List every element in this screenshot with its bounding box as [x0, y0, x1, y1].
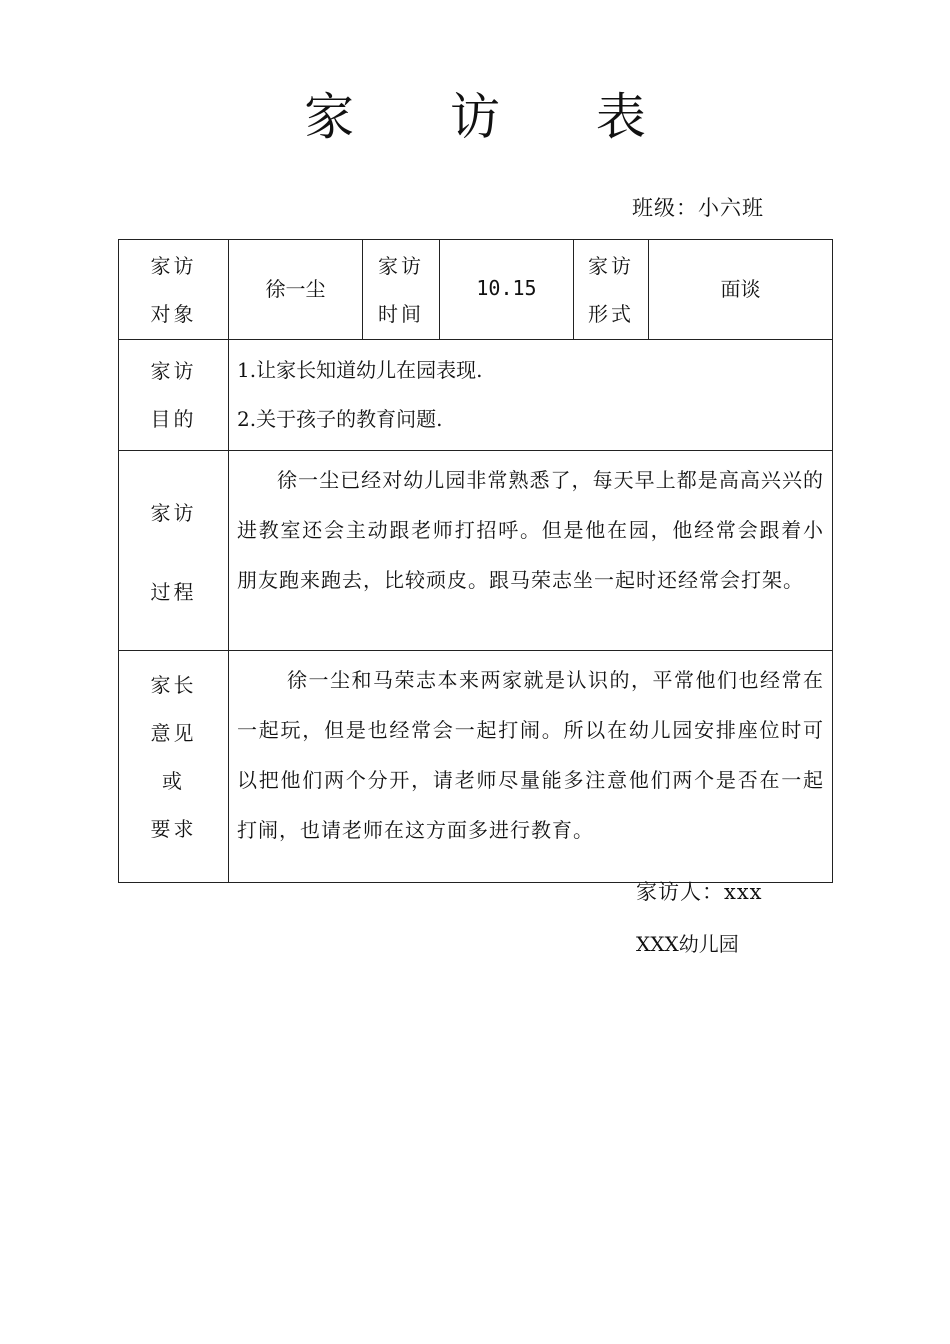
purpose-label-line1: 家访 — [150, 359, 197, 383]
table-row-basic-info — [119, 240, 833, 340]
purpose-content — [229, 340, 833, 451]
home-visit-table — [118, 239, 833, 883]
process-content — [229, 451, 833, 651]
form-label-line2: 形式 — [588, 301, 634, 326]
time-label-line1: 家访 — [378, 253, 424, 278]
form-label-cell — [574, 240, 649, 340]
time-label-line2: 时间 — [378, 301, 424, 326]
visitor-name: 家访人：xxx — [636, 880, 763, 904]
table-row-opinion — [119, 651, 833, 883]
process-label-line1: 家访 — [150, 500, 197, 525]
time-label-cell — [363, 240, 440, 340]
purpose-label-line2: 目的 — [150, 407, 197, 431]
time-value: 10.15 — [440, 240, 574, 340]
form-value: 面谈 — [649, 240, 833, 340]
opinion-label-line1: 家长 — [150, 673, 197, 697]
opinion-label-line4: 要求 — [150, 817, 197, 841]
opinion-label-line2: 意见 — [150, 721, 197, 745]
purpose-item: 2.关于孩子的教育问题. — [237, 407, 443, 431]
table-row-process — [119, 451, 833, 651]
class-label: 班级：小六班 — [632, 196, 764, 220]
opinion-label-line3: 或 — [162, 769, 185, 793]
process-label-cell — [119, 451, 229, 651]
page-title: 家 访 表 — [304, 88, 686, 146]
opinion-text: 徐一尘和马荣志本来两家就是认识的，平常他们也经常在一起玩，但是也经常会一起打闹。所以在幼儿园安排座位时可以把他们两个分开，请老师尽量能多注意他们两个是否在一起打闹，也请老师在这方面多进行教育。 — [237, 668, 824, 842]
process-text: 徐一尘已经对幼儿园非常熟悉了，每天早上都是高高兴兴的进教室还会主动跟老师打招呼。但是他在园，他经常会跟着小朋友跑来跑去，比较顽皮。跟马荣志坐一起时还经常会打架。 — [237, 468, 824, 592]
subject-label-line2: 对象 — [150, 301, 197, 326]
kindergarten-name: XXX幼儿园 — [636, 932, 739, 956]
process-label-line2: 过程 — [150, 579, 197, 604]
subject-label-line1: 家访 — [150, 253, 197, 278]
opinion-content — [229, 651, 833, 883]
purpose-item: 1.让家长知道幼儿在园表现. — [237, 358, 483, 382]
purpose-label-cell — [119, 340, 229, 451]
table-row-purpose — [119, 340, 833, 451]
form-label-line1: 家访 — [588, 253, 634, 278]
opinion-label-cell — [119, 651, 229, 883]
subject-label-cell — [119, 240, 229, 340]
subject-value: 徐一尘 — [229, 240, 363, 340]
